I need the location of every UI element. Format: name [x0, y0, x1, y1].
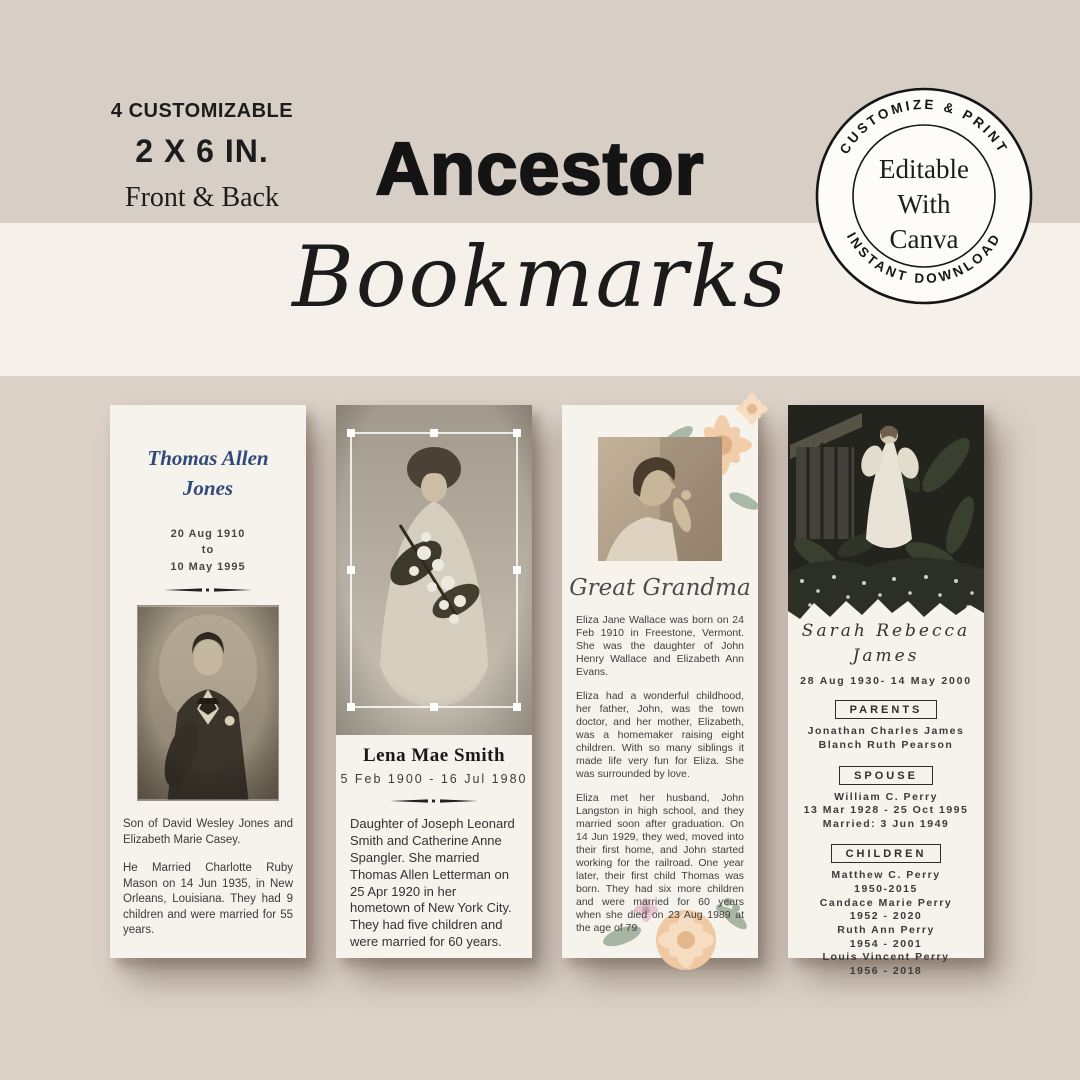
- bio-paragraph: Eliza Jane Wallace was born on 24 Feb 1910 in Freestone, Vermont. She was the daughter of John Henry Wallace and Elizabeth Ann Evans.: [576, 614, 744, 679]
- record-line: 1956 - 2018: [849, 964, 923, 977]
- name-line-1: Thomas Allen: [147, 446, 269, 470]
- biography-text: Daughter of Joseph Leonard Smith and Catherine Anne Spangler. She married Thomas Allen Letterman on 25 Apr 1920 in her hometown of New York City. They had five children and were married for 60 years.: [350, 816, 515, 950]
- name-line-2: Jones: [182, 476, 234, 501]
- record-line: 1952 - 2020: [849, 910, 923, 923]
- relation-title: Great Grandma: [569, 575, 751, 601]
- spouse-section: [788, 766, 984, 832]
- badge-arc-bottom-text: INSTANT DOWNLOAD: [843, 229, 1005, 287]
- name-line-2: James: [852, 645, 920, 666]
- children-section: [788, 844, 984, 978]
- record-line: 1954 - 2001: [849, 937, 923, 950]
- ancestor-name: [110, 443, 306, 504]
- record-line: Matthew C. Perry: [831, 869, 941, 882]
- section-label: CHILDREN: [831, 844, 942, 863]
- name-line-1: Sarah Rebecca: [801, 621, 971, 641]
- badge-arc-top-text: CUSTOMIZE & PRINT: [836, 96, 1012, 157]
- ancestor-bouquet-photo: [336, 405, 532, 735]
- ancestor-name: [788, 619, 984, 668]
- divider-ornament: [388, 796, 480, 806]
- bookmark-lena-smith: [336, 405, 532, 958]
- record-line: 1950-2015: [854, 883, 918, 896]
- page-title: Ancestor: [375, 127, 705, 210]
- bio-paragraph: Son of David Wesley Jones and Elizabeth Marie Casey.: [123, 818, 293, 846]
- record-line: Louis Vincent Perry: [822, 951, 950, 964]
- record-line: Married: 3 Jun 1949: [822, 817, 950, 830]
- record-line: Ruth Ann Perry: [837, 924, 935, 937]
- ancestor-name: Lena Mae Smith: [362, 745, 506, 766]
- record-line: Jonathan Charles James: [807, 725, 965, 738]
- biography-text: [123, 817, 293, 939]
- ancestor-portrait-photo: [137, 605, 279, 801]
- life-dates: 28 Aug 1930- 14 May 2000: [800, 675, 972, 688]
- record-line: Candace Marie Perry: [819, 896, 953, 909]
- bookmark-thomas-jones: [110, 405, 306, 958]
- page-subtitle: Bookmarks: [292, 228, 788, 326]
- section-label: SPOUSE: [839, 766, 933, 785]
- divider-ornament: [162, 585, 254, 595]
- life-dates: 20 Aug 1910 to 10 May 1995: [170, 527, 246, 573]
- bookmark-great-grandma: [562, 405, 758, 958]
- life-dates: 5 Feb 1900 - 16 Jul 1980: [340, 772, 528, 786]
- bookmark-row: [110, 405, 984, 977]
- bio-paragraph: Eliza met her husband, John Langston in high school, and they married soon after graduation. On 14 Jun 1929, they wed, moved into their first home, and John started working for the railroad. One year later, their first child Thomas was born. They had six more children and were married for 60 years when she died on 23 Aug 1989 at the age of 79: [576, 792, 744, 935]
- spec-sides: Front & Back: [125, 182, 279, 213]
- badge-center-line2: With: [897, 189, 951, 219]
- bookmark-sarah-james: [788, 405, 984, 977]
- bio-paragraph: He Married Charlotte Ruby Mason on 14 Jun 1935, in New Orleans, Louisiana. They had 9 children and were married for 55 years.: [123, 862, 293, 937]
- spec-size: 2 X 6 IN.: [135, 133, 269, 169]
- family-record: [788, 619, 984, 979]
- section-label: PARENTS: [835, 700, 938, 719]
- spec-count: 4 CUSTOMIZABLE: [110, 100, 294, 122]
- record-line: 13 Mar 1928 - 25 Oct 1995: [803, 804, 969, 817]
- parents-section: [788, 700, 984, 752]
- record-line: Blanch Ruth Pearson: [818, 738, 954, 751]
- ancestor-circle-photo: [598, 437, 722, 561]
- canva-badge-seal: [814, 86, 1034, 306]
- bio-paragraph: Eliza had a wonderful childhood, her father, John, was the town doctor, and her mother, Elizabeth, was a homemaker raising eight children. With so many siblings it made life very fun for Eliza. She was surrounded by love.: [576, 690, 744, 781]
- badge-center-line1: Editable: [879, 154, 969, 184]
- ancestor-garden-photo: [788, 405, 984, 643]
- record-line: William C. Perry: [834, 790, 938, 803]
- badge-center-line3: Canva: [889, 224, 959, 254]
- biography-text: [576, 614, 744, 935]
